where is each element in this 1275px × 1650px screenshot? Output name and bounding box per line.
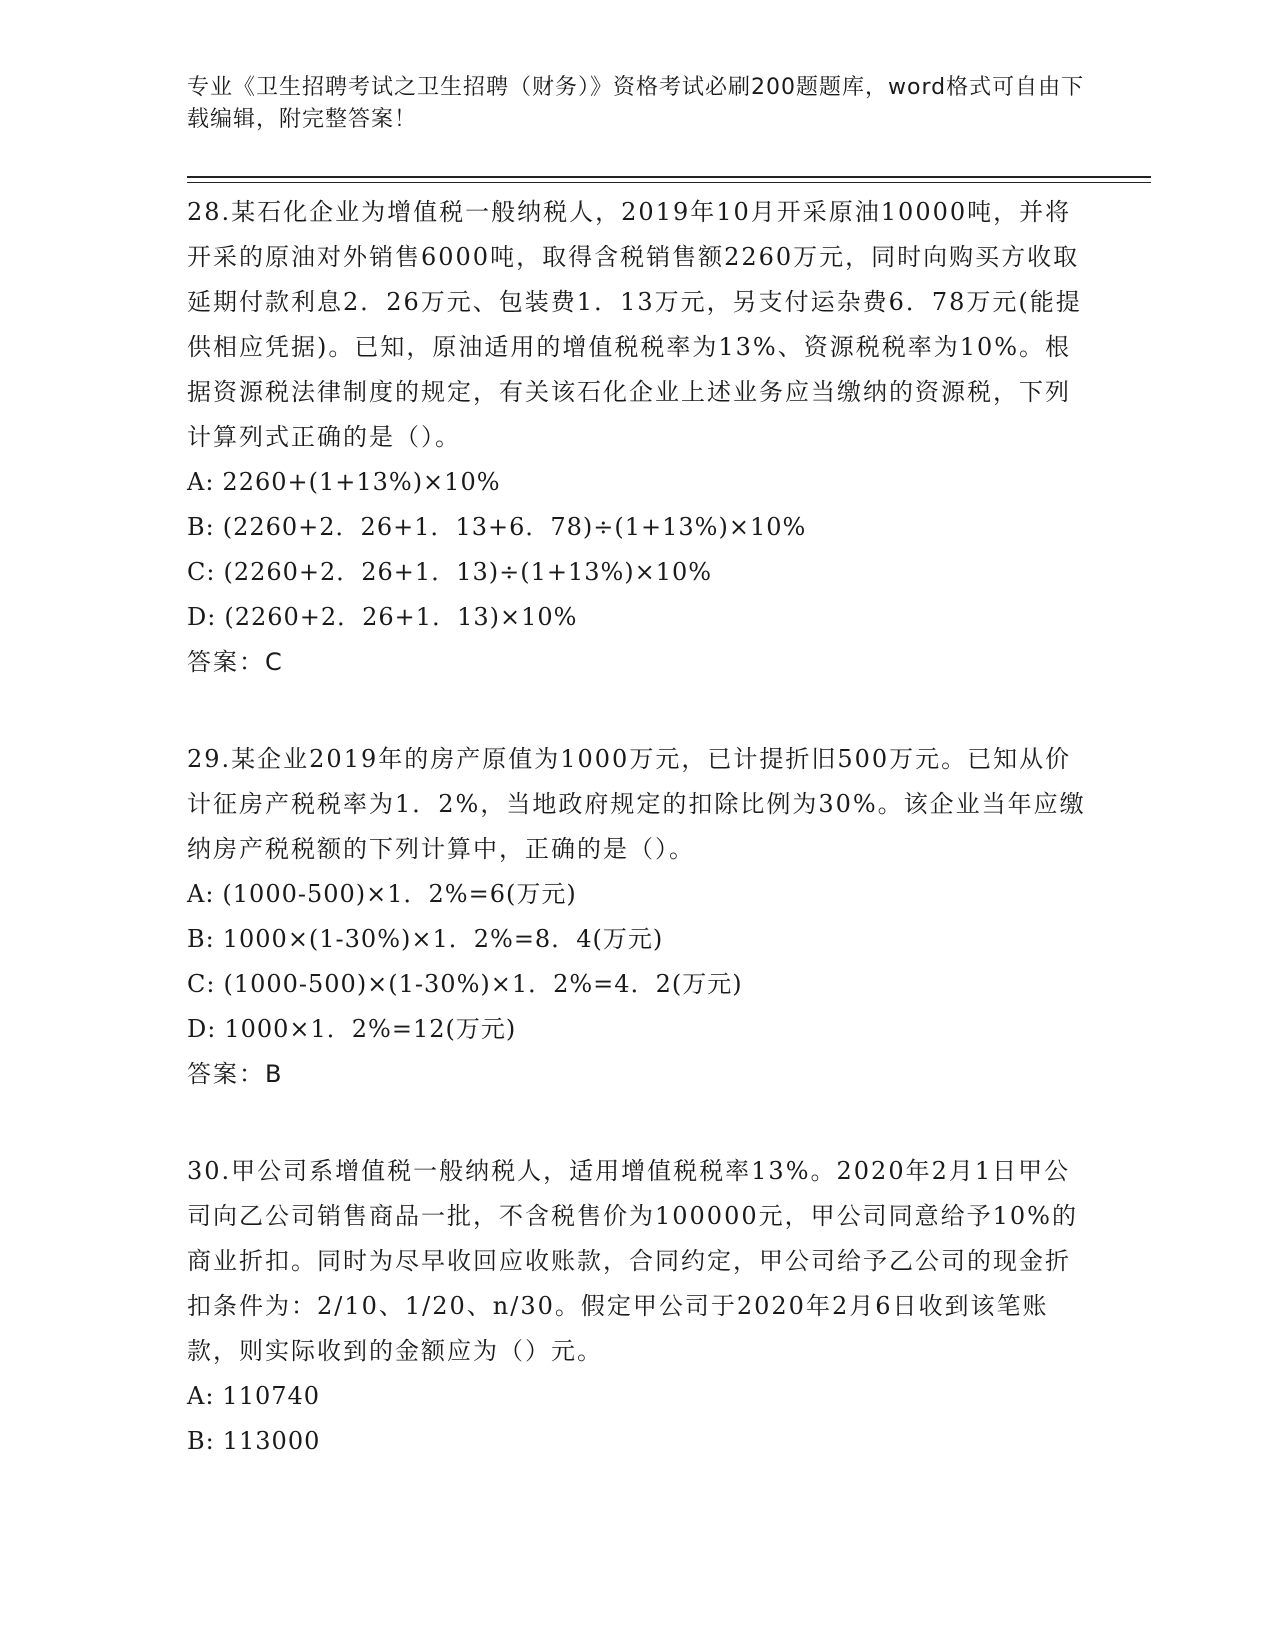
header-divider bbox=[187, 176, 1151, 178]
option-letter: C: bbox=[187, 558, 216, 586]
option-b bbox=[187, 917, 1087, 962]
option-letter: A: bbox=[187, 468, 215, 496]
option-text: (2260+2．26+1．13+6．78)÷(1+13%)×10% bbox=[222, 513, 807, 541]
option-letter: B: bbox=[187, 925, 215, 953]
option-letter: A: bbox=[187, 880, 215, 908]
option-a bbox=[187, 460, 1087, 505]
option-text: (1000-500)×(1-30%)×1．2%=4．2(万元) bbox=[223, 970, 743, 998]
answer-line: 答案：B bbox=[187, 1060, 284, 1088]
option-a bbox=[187, 872, 1087, 917]
option-c bbox=[187, 550, 1087, 595]
option-letter: A: bbox=[187, 1382, 215, 1410]
question-30 bbox=[187, 1147, 1087, 1464]
document-header: 专业《卫生招聘考试之卫生招聘（财务）》资格考试必刷200题题库，word格式可自由下载编辑，附完整答案！ bbox=[187, 75, 1085, 132]
question-stem: 29.某企业2019年的房产原值为1000万元，已计提折旧500万元。已知从价计征房产税税率为1．2%，当地政府规定的扣除比例为30%。该企业当年应缴纳房产税税额的下列计算中，正确的是（）。 bbox=[187, 745, 1086, 863]
option-letter: B: bbox=[187, 513, 215, 541]
option-letter: C: bbox=[187, 970, 216, 998]
option-letter: B: bbox=[187, 1427, 215, 1455]
option-a bbox=[187, 1374, 1087, 1419]
option-d bbox=[187, 1007, 1087, 1052]
option-letter: D: bbox=[187, 603, 217, 631]
question-28 bbox=[187, 188, 1087, 685]
question-list bbox=[187, 188, 1087, 1514]
option-text: 113000 bbox=[222, 1427, 321, 1455]
question-stem: 28.某石化企业为增值税一般纳税人，2019年10月开采原油10000吨，并将开采的原油对外销售6000吨，取得含税销售额2260万元，同时向购买方收取延期付款利息2．26万元、包装费1．13万元，另支付运杂费6．78万元(能提供相应凭据)。已知，原油适用的增值税税率为13%、资源税税率为10%。根据资源税法律制度的规定，有关该石化企业上述业务应当缴纳的资源税，下列计算列式正确的是（）。 bbox=[187, 198, 1082, 451]
option-b bbox=[187, 1419, 1087, 1464]
option-letter: D: bbox=[187, 1015, 217, 1043]
option-text: (2260+2．26+1．13)×10% bbox=[224, 603, 578, 631]
question-stem: 30.甲公司系增值税一般纳税人，适用增值税税率13%。2020年2月1日甲公司向乙公司销售商品一批，不含税售价为100000元，甲公司同意给予10%的商业折扣。同时为尽早收回应收账款，合同约定，甲公司给予乙公司的现金折扣条件为：2/10、1/20、n/30。假定甲公司于2020年2月6日收到该笔账款，则实际收到的金额应为（）元。 bbox=[187, 1157, 1078, 1365]
option-text: 1000×(1-30%)×1．2%=8．4(万元) bbox=[222, 925, 664, 953]
option-text: (1000-500)×1．2%=6(万元) bbox=[222, 880, 577, 908]
question-29 bbox=[187, 735, 1087, 1097]
option-text: 1000×1．2%=12(万元) bbox=[224, 1015, 517, 1043]
option-b bbox=[187, 505, 1087, 550]
option-d bbox=[187, 595, 1087, 640]
header-divider-thin bbox=[187, 182, 1151, 183]
option-c bbox=[187, 962, 1087, 1007]
option-text: 2260+(1+13%)×10% bbox=[222, 468, 501, 496]
option-text: (2260+2．26+1．13)÷(1+13%)×10% bbox=[223, 558, 713, 586]
answer-line: 答案：C bbox=[187, 648, 284, 676]
option-text: 110740 bbox=[222, 1382, 321, 1410]
